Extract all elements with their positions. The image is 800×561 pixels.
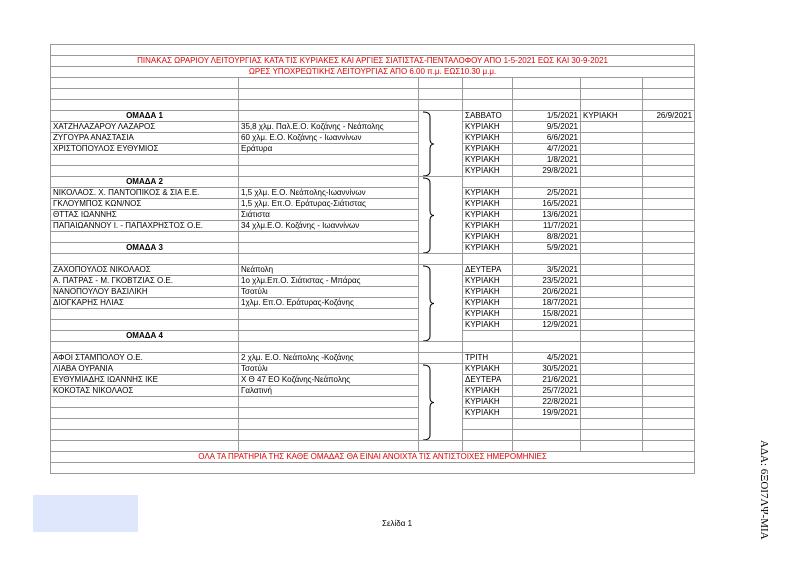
open-date: 15/8/2021 (513, 309, 581, 320)
station-location: 1,5 χλμ. Επ.Ο. Εράτυρας-Σιάτιστας (239, 199, 419, 210)
open-date-extra (643, 89, 695, 100)
station-owner (51, 232, 239, 243)
open-date-extra (643, 122, 695, 133)
open-date-extra (643, 441, 695, 452)
open-date: 21/6/2021 (513, 375, 581, 386)
open-date-extra (643, 287, 695, 298)
station-owner (51, 342, 239, 353)
station-owner: ΖΑΧΟΠΟΥΛΟΣ ΝΙΚΟΛΑΟΣ (51, 265, 239, 276)
spacer-cell (419, 254, 463, 265)
open-date (513, 419, 581, 430)
station-location (239, 78, 419, 89)
station-location (239, 232, 419, 243)
group-header: ΟΜΑΔΑ 2 (51, 177, 239, 188)
day-name: ΚΥΡΙΑΚΗ (463, 133, 513, 144)
table-row (51, 133, 695, 144)
station-owner: ΛΙΑΒΑ ΟΥΡΑΝΙΑ (51, 364, 239, 375)
station-owner (51, 430, 239, 441)
spacer-cell (419, 353, 463, 364)
day-name: ΚΥΡΙΑΚΗ (463, 199, 513, 210)
table-row (51, 254, 695, 265)
table-row (51, 298, 695, 309)
open-date-extra (643, 386, 695, 397)
table-row (51, 309, 695, 320)
day-name-extra (581, 144, 643, 155)
table-row (51, 199, 695, 210)
day-name-extra (581, 133, 643, 144)
table-row (51, 122, 695, 133)
open-date (513, 89, 581, 100)
day-name: ΚΥΡΙΑΚΗ (463, 221, 513, 232)
day-name-extra (581, 430, 643, 441)
station-owner (51, 320, 239, 331)
open-date-extra (643, 254, 695, 265)
table-row (51, 287, 695, 298)
ada-code: ΑΔΑ: 6ΞΟΙ7ΛΨ-ΜΙΑ (758, 440, 770, 540)
open-date: 22/8/2021 (513, 397, 581, 408)
open-date: 4/7/2021 (513, 144, 581, 155)
schedule-sheet (50, 44, 694, 474)
open-date: 20/6/2021 (513, 287, 581, 298)
table-row (51, 221, 695, 232)
day-name (463, 254, 513, 265)
day-name-extra (581, 122, 643, 133)
open-date: 19/9/2021 (513, 408, 581, 419)
day-name-extra (581, 419, 643, 430)
open-date: 3/5/2021 (513, 265, 581, 276)
open-date-extra (643, 243, 695, 254)
day-name-extra (581, 397, 643, 408)
day-name (463, 78, 513, 89)
table-row (51, 430, 695, 441)
station-location (239, 155, 419, 166)
group-header: ΟΜΑΔΑ 1 (51, 111, 239, 122)
day-name (463, 100, 513, 111)
open-date-extra (643, 265, 695, 276)
open-date-extra (643, 133, 695, 144)
table-row (51, 419, 695, 430)
station-location: 34 χλμ.Ε.Ο. Κοζάνης - Ιωαννίνων (239, 221, 419, 232)
day-name-extra (581, 364, 643, 375)
station-owner (51, 100, 239, 111)
day-name-extra (581, 375, 643, 386)
open-date: 1/8/2021 (513, 155, 581, 166)
spacer-cell (419, 100, 463, 111)
open-date-extra (643, 364, 695, 375)
open-date: 2/5/2021 (513, 188, 581, 199)
day-name-extra (581, 342, 643, 353)
station-owner (51, 397, 239, 408)
open-date-extra (643, 397, 695, 408)
station-owner: ΧΡΙΣΤΟΠΟΥΛΟΣ ΕΥΘΥΜΙΟΣ (51, 144, 239, 155)
station-location: 1,5 χλμ. Ε.Ο. Νεάπολης-Ιωαννίνων (239, 188, 419, 199)
station-owner: ΚΟΚΟΤΑΣ ΝΙΚΟΛΑΟΣ (51, 386, 239, 397)
table-row (51, 320, 695, 331)
table-row (51, 89, 695, 100)
open-date (513, 430, 581, 441)
station-owner: ΝΙΚΟΛΑΟΣ. Χ. ΠΑΝΤΟΠΙΚΟΣ & ΣΙΑ Ε.Ε. (51, 188, 239, 199)
blank-cell (51, 463, 695, 474)
station-owner: ΓΚΛΟΥΜΠΟΣ ΚΩΝ/ΝΟΣ (51, 199, 239, 210)
station-owner: ΧΑΤΖΗΛΑΖΑΡΟΥ ΛΑΖΑΡΟΣ (51, 122, 239, 133)
title-row (51, 67, 695, 78)
open-date-extra (643, 408, 695, 419)
station-location (239, 177, 419, 188)
station-owner: ΝΑΝΟΠΟΥΛΟΥ ΒΑΣΙΛΙΚΗ (51, 287, 239, 298)
day-name-extra (581, 265, 643, 276)
group-brace (419, 177, 463, 254)
day-name-extra (581, 221, 643, 232)
day-name (463, 430, 513, 441)
open-date (513, 78, 581, 89)
day-name-extra (581, 276, 643, 287)
open-date: 6/6/2021 (513, 133, 581, 144)
open-date: 11/7/2021 (513, 221, 581, 232)
day-name-extra (581, 78, 643, 89)
title-line-2: ΩΡΕΣ ΥΠΟΧΡΕΩΤΙΚΗΣ ΛΕΙΤΟΥΡΓΙΑΣ ΑΠΟ 6.00 π.μ. ΕΩΣ10.30 μ.μ. (51, 67, 695, 78)
open-date: 1/5/2021 (513, 111, 581, 122)
station-location (239, 408, 419, 419)
table-row (51, 364, 695, 375)
day-name (463, 419, 513, 430)
station-owner: ΖΥΓΟΥΡΑ ΑΝΑΣΤΑΣΙΑ (51, 133, 239, 144)
station-owner (51, 441, 239, 452)
station-owner: ΕΥΘΥΜΙΑΔΗΣ ΙΩΑΝΝΗΣ ΙΚΕ (51, 375, 239, 386)
blank-stamp-box (33, 495, 138, 532)
station-location (239, 419, 419, 430)
station-owner (51, 254, 239, 265)
open-date-extra (643, 166, 695, 177)
day-name: ΚΥΡΙΑΚΗ (463, 276, 513, 287)
station-location: Νεάπολη (239, 265, 419, 276)
day-name-extra (581, 177, 643, 188)
open-date-extra (643, 320, 695, 331)
station-location (239, 309, 419, 320)
station-owner (51, 309, 239, 320)
open-date (513, 441, 581, 452)
table-row (51, 386, 695, 397)
open-date-extra (643, 298, 695, 309)
day-name-extra (581, 408, 643, 419)
open-date-extra (643, 342, 695, 353)
table-row (51, 78, 695, 89)
day-name-extra (581, 166, 643, 177)
station-location (239, 331, 419, 342)
open-date-extra (643, 232, 695, 243)
open-date-extra (643, 419, 695, 430)
station-location (239, 166, 419, 177)
title-line-1: ΠΙΝΑΚΑΣ ΩΡΑΡΙΟΥ ΛΕΙΤΟΥΡΓΙΑΣ ΚΑΤΑ ΤΙΣ ΚΥΡΙΑΚΕΣ ΚΑΙ ΑΡΓΙΕΣ ΣΙΑΤΙΣΤΑΣ-ΠΕΝΤΑΛΟΦΟΥ ΑΠΟ 1-5-2021 ΕΩΣ ΚΑΙ 30-9-2021 (51, 56, 695, 67)
open-date-extra (643, 210, 695, 221)
day-name-extra (581, 188, 643, 199)
day-name-extra (581, 210, 643, 221)
table-row (51, 188, 695, 199)
station-location (239, 397, 419, 408)
open-date: 25/7/2021 (513, 386, 581, 397)
table-row (51, 408, 695, 419)
open-date-extra (643, 144, 695, 155)
day-name: ΚΥΡΙΑΚΗ (463, 320, 513, 331)
day-name-extra (581, 232, 643, 243)
day-name-extra (581, 320, 643, 331)
day-name: ΣΑΒΒΑΤΟ (463, 111, 513, 122)
station-owner (51, 78, 239, 89)
curly-brace-icon (421, 111, 435, 177)
station-location: Τσοτύλι (239, 287, 419, 298)
day-name: ΚΥΡΙΑΚΗ (463, 386, 513, 397)
day-name (463, 331, 513, 342)
table-row (51, 276, 695, 287)
day-name: ΤΡΙΤΗ (463, 353, 513, 364)
curly-brace-icon (421, 265, 435, 342)
day-name-extra (581, 199, 643, 210)
table-row (51, 331, 695, 342)
open-date: 4/5/2021 (513, 353, 581, 364)
day-name-extra (581, 309, 643, 320)
schedule-table (50, 44, 695, 474)
open-date-extra (643, 331, 695, 342)
station-owner: ΠΑΠΑΙΩΑΝΝΟΥ Ι. - ΠΑΠΑΧΡΗΣΤΟΣ Ο.Ε. (51, 221, 239, 232)
day-name-extra (581, 243, 643, 254)
day-name: ΚΥΡΙΑΚΗ (463, 155, 513, 166)
group-brace (419, 265, 463, 342)
open-date-extra: 26/9/2021 (643, 111, 695, 122)
table-row (51, 265, 695, 276)
day-name: ΚΥΡΙΑΚΗ (463, 144, 513, 155)
open-date-extra (643, 155, 695, 166)
table-row (51, 397, 695, 408)
day-name: ΚΥΡΙΑΚΗ (463, 232, 513, 243)
day-name-extra (581, 353, 643, 364)
day-name-extra: ΚΥΡΙΑΚΗ (581, 111, 643, 122)
curly-brace-icon (421, 364, 435, 441)
day-name-extra (581, 287, 643, 298)
station-owner: Α. ΠΑΤΡΑΣ - Μ. ΓΚΟΒΤΖΙΑΣ Ο.Ε. (51, 276, 239, 287)
day-name: ΔΕΥΤΕΡΑ (463, 265, 513, 276)
day-name: ΚΥΡΙΑΚΗ (463, 243, 513, 254)
open-date (513, 254, 581, 265)
station-location: 60 χλμ. Ε.Ο. Κοζάνης - Ιωαννίνων (239, 133, 419, 144)
spacer-cell (419, 89, 463, 100)
footer-row (51, 452, 695, 463)
station-location (239, 441, 419, 452)
table-row (51, 177, 695, 188)
day-name (463, 177, 513, 188)
station-location: 2 χλμ. Ε.Ο. Νεάπολης -Κοζάνης (239, 353, 419, 364)
station-location: Χ Θ 47 ΕΟ Κοζάνης-Νεάπολης (239, 375, 419, 386)
day-name-extra (581, 298, 643, 309)
day-name (463, 441, 513, 452)
station-location: Εράτυρα (239, 144, 419, 155)
day-name: ΚΥΡΙΑΚΗ (463, 287, 513, 298)
day-name: ΚΥΡΙΑΚΗ (463, 122, 513, 133)
station-location (239, 430, 419, 441)
open-date: 29/8/2021 (513, 166, 581, 177)
station-location: 1ο χλμ.Επ.Ο. Σιάτιστας - Μπάρας (239, 276, 419, 287)
day-name: ΚΥΡΙΑΚΗ (463, 408, 513, 419)
station-owner (51, 155, 239, 166)
station-location: Σιάτιστα (239, 210, 419, 221)
table-row (51, 353, 695, 364)
curly-brace-icon (421, 177, 435, 254)
day-name-extra (581, 100, 643, 111)
blank-row (51, 463, 695, 474)
group-brace (419, 111, 463, 177)
table-row (51, 375, 695, 386)
station-location (239, 254, 419, 265)
day-name: ΚΥΡΙΑΚΗ (463, 397, 513, 408)
day-name-extra (581, 254, 643, 265)
day-name: ΚΥΡΙΑΚΗ (463, 210, 513, 221)
open-date-extra (643, 177, 695, 188)
table-row (51, 210, 695, 221)
day-name-extra (581, 155, 643, 166)
open-date-extra (643, 430, 695, 441)
table-row (51, 111, 695, 122)
group-header: ΟΜΑΔΑ 4 (51, 331, 239, 342)
blank-row (51, 45, 695, 56)
day-name (463, 89, 513, 100)
station-location: Γαλατινή (239, 386, 419, 397)
open-date-extra (643, 276, 695, 287)
table-row (51, 243, 695, 254)
table-row (51, 232, 695, 243)
table-row (51, 155, 695, 166)
spacer-cell (419, 78, 463, 89)
station-owner: ΔΙΟΓΚΑΡΗΣ ΗΛΙΑΣ (51, 298, 239, 309)
day-name-extra (581, 331, 643, 342)
open-date: 5/9/2021 (513, 243, 581, 254)
group-brace (419, 364, 463, 441)
station-location (239, 111, 419, 122)
page-number: Σελίδα 1 (382, 519, 413, 528)
spacer-cell (419, 441, 463, 452)
table-row (51, 144, 695, 155)
table-row (51, 100, 695, 111)
station-owner (51, 166, 239, 177)
open-date: 13/6/2021 (513, 210, 581, 221)
station-owner: ΘΤΤΑΣ ΙΩΑΝΝΗΣ (51, 210, 239, 221)
day-name-extra (581, 386, 643, 397)
station-location (239, 342, 419, 353)
table-row (51, 166, 695, 177)
open-date (513, 331, 581, 342)
open-date-extra (643, 353, 695, 364)
spacer-cell (419, 342, 463, 353)
open-date (513, 342, 581, 353)
station-location: Τσοτύλι (239, 364, 419, 375)
open-date-extra (643, 199, 695, 210)
open-date: 18/7/2021 (513, 298, 581, 309)
open-date-extra (643, 375, 695, 386)
footer-note: ΟΛΑ ΤΑ ΠΡΑΤΗΡΙΑ ΤΗΣ ΚΑΘΕ ΟΜΑΔΑΣ ΘΑ ΕΙΝΑΙ ΑΝΟΙΧΤΑ ΤΙΣ ΑΝΤΙΣΤΟΙΧΕΣ ΗΜΕΡΟΜΗΝΙΕΣ (51, 452, 695, 463)
station-location (239, 100, 419, 111)
group-header: ΟΜΑΔΑ 3 (51, 243, 239, 254)
open-date: 12/9/2021 (513, 320, 581, 331)
open-date-extra (643, 100, 695, 111)
station-owner: ΑΦΟΙ ΣΤΑΜΠΟΛΟΥ Ο.Ε. (51, 353, 239, 364)
open-date (513, 177, 581, 188)
station-location: 35,8 χλμ. Παλ.Ε.Ο. Κοζάνης - Νεάπολης (239, 122, 419, 133)
station-owner (51, 419, 239, 430)
station-location (239, 89, 419, 100)
day-name: ΚΥΡΙΑΚΗ (463, 298, 513, 309)
open-date-extra (643, 78, 695, 89)
day-name-extra (581, 89, 643, 100)
open-date-extra (643, 221, 695, 232)
blank-cell (51, 45, 695, 56)
day-name-extra (581, 441, 643, 452)
day-name: ΚΥΡΙΑΚΗ (463, 309, 513, 320)
station-location: 1χλμ. Επ.Ο. Εράτυρας-Κοζάνης (239, 298, 419, 309)
day-name: ΚΥΡΙΑΚΗ (463, 364, 513, 375)
open-date-extra (643, 309, 695, 320)
open-date: 8/8/2021 (513, 232, 581, 243)
table-row (51, 441, 695, 452)
open-date: 23/5/2021 (513, 276, 581, 287)
open-date (513, 100, 581, 111)
title-row (51, 56, 695, 67)
station-location (239, 320, 419, 331)
open-date: 30/5/2021 (513, 364, 581, 375)
station-location (239, 243, 419, 254)
day-name: ΚΥΡΙΑΚΗ (463, 188, 513, 199)
table-row (51, 342, 695, 353)
open-date: 9/5/2021 (513, 122, 581, 133)
day-name (463, 342, 513, 353)
open-date: 16/5/2021 (513, 199, 581, 210)
station-owner (51, 408, 239, 419)
open-date-extra (643, 188, 695, 199)
day-name: ΔΕΥΤΕΡΑ (463, 375, 513, 386)
station-owner (51, 89, 239, 100)
day-name: ΚΥΡΙΑΚΗ (463, 166, 513, 177)
